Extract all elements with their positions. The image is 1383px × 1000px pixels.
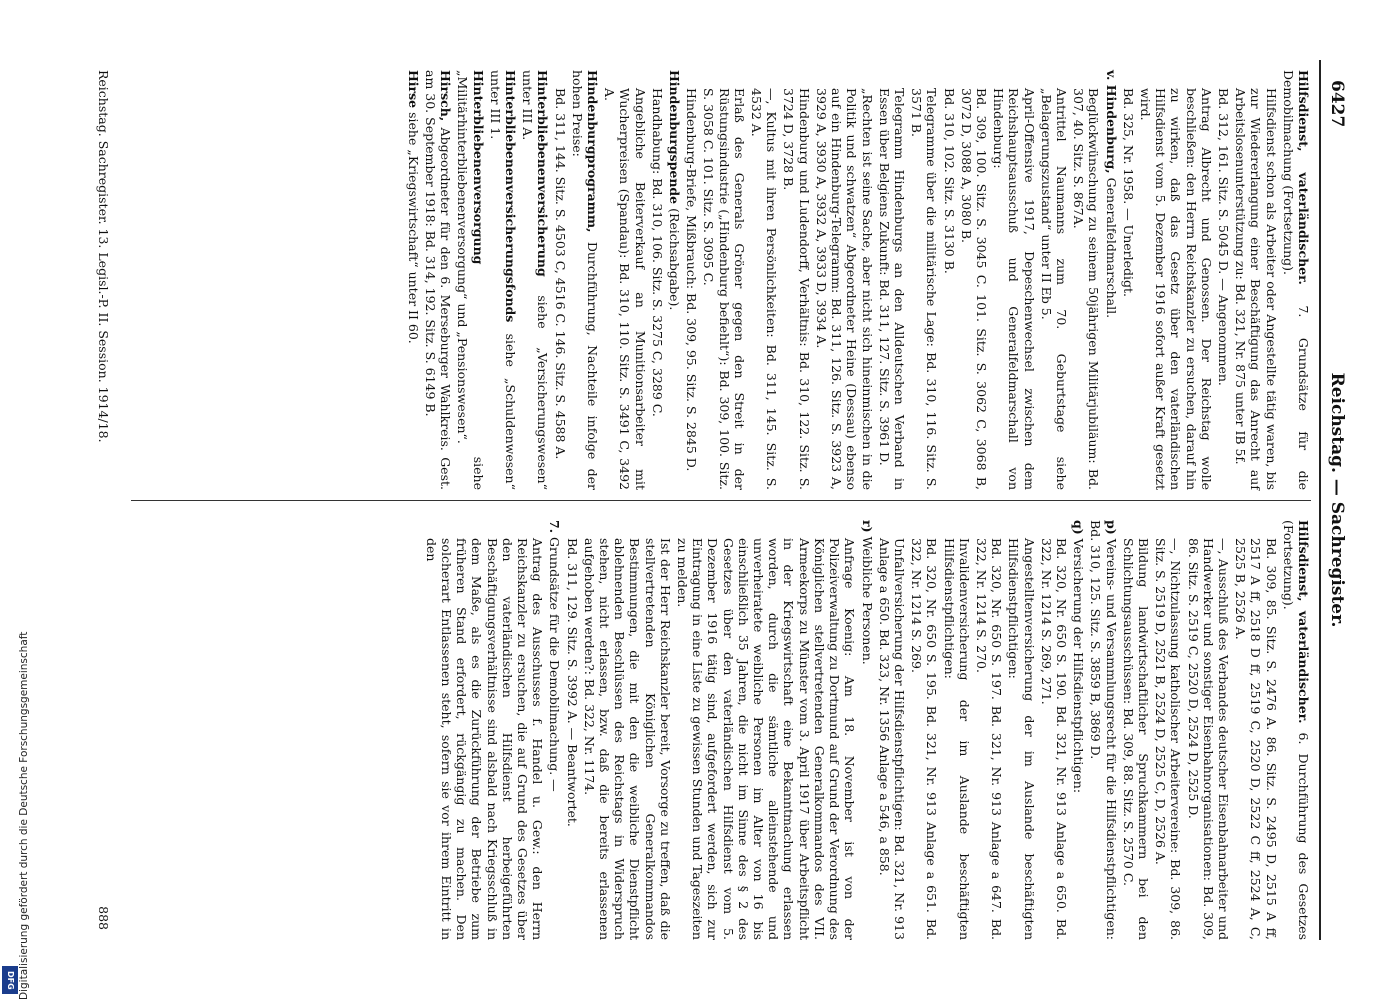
register-entry <box>909 520 939 940</box>
entry-text: Bildung landwirtschaftlicher Spruchkammern bei den Schlichtungsausschüssen: Bd. 309, 88. Sitz. S. 2570 C. <box>1120 538 1151 940</box>
entry-text: (Reichsabgabe). <box>667 208 683 311</box>
left-column <box>404 70 1311 490</box>
entry-text: Bd. 320, Nr. 650 S. 197. Bd. 321, Nr. 913 Anlage a 647. Bd. 322, Nr. 1214 S. 270. <box>973 538 1005 940</box>
entry-text: Bd. 311, 144. Sitz. S. 4503 C, 4516 C. 146. Sitz. S. 4588 A. <box>552 88 568 460</box>
register-entry <box>406 70 421 490</box>
entry-headword: Hinterbliebenenversicherung <box>535 70 551 277</box>
register-entry <box>602 70 648 490</box>
register-entry <box>1138 70 1214 490</box>
entry-text: Antrittel Naumanns zum 70. Geburtstage siehe „Belagerungszustand“ unter II Eb 5. <box>1038 88 1069 490</box>
register-entry <box>877 70 907 490</box>
register-entry <box>959 70 989 490</box>
entry-headword: Hilfsdienst, vaterländischer. <box>1296 70 1311 285</box>
entry-text: Angestelltenversicherung der im Auslande beschäftigten Hilfsdienstpflichtigen: <box>1006 538 1037 940</box>
entry-text: Unfallversicherung der Hilfsdienstpflichtigen: Bd. 321, Nr. 913 Anlage a 650. Bd. 323, Nr. 1356 Anlage a 546, a 858. <box>876 538 907 940</box>
dfg-logo: DFG <box>2 966 18 994</box>
footer-page-number: 888 <box>96 906 111 930</box>
entry-text: Telegramm Hindenburgs an den Alldeutschen Verband in Essen über Belgiens Zukunft: Bd. 311, 127. Sitz. S. 3961 D. <box>876 88 907 490</box>
running-title: Reichstag. — Sachregister. <box>1327 372 1347 628</box>
entry-text: Bd. 312, 161. Sitz. S. 5045 D. — Angenommen. <box>1215 88 1231 386</box>
register-entry <box>1103 70 1118 490</box>
entry-text: Bd. 309, 100. Sitz. S. 3045 C. 101. Sitz. S. 3062 C, 3068 B, 3072 D, 3088 A, 3080 B. <box>958 88 989 490</box>
entry-text: April-Offensive 1917, Depeschenwechsel zwischen dem Reichshauptsausschuß und Generalfeldmarschall von Hindenburg: <box>991 88 1037 490</box>
entry-headword: Hinterbliebenenversorgung <box>470 70 486 265</box>
column-divider <box>131 500 1311 501</box>
entry-headword: Hinterbliebenenversicherungsfonds <box>503 70 519 323</box>
header-rule <box>1319 60 1321 940</box>
entry-text: 7. Grundsätze für die Demobilmachung (Fortsetzung). <box>1280 70 1311 490</box>
entry-text: Ist der Herr Reichskanzler bereit, Vorsorge zu treffen, daß die stellvertretenden Königlichen Generalkommandos Bestimmungen, die mit den die weibliche Dienstpflicht ablehnenden Beschlüssen des Reichstags in Widerspruch stehen, nicht erlassen, bzw. daß die bereits erlassenen aufgehoben werden?: Bd. 322, Nr. 1174. <box>581 538 673 940</box>
register-entry <box>488 70 518 490</box>
register-entry <box>582 520 673 940</box>
entry-headword: Hirsch, <box>438 70 454 122</box>
register-entry <box>570 70 600 490</box>
entry-text: Invalidenversicherung der im Auslande beschäftigten Hilfsdienstpflichtigen: <box>941 538 972 940</box>
register-entry <box>520 70 550 490</box>
entry-text: „Rechten ist seine Sache, aber nicht sich hineinmischen in die Politik und schwatzen“ Abgeordneter Heine (Dessau) ebenso auf ein Hindenburg-Telegramm: Bd. 311, 126. Sitz. S. 3923 A, 3929 A, 3930 A, 3932 A, 3933 D, 3934 A. <box>813 88 875 490</box>
entry-text: siehe „Kriegswirtschaft“ unter II 60. <box>405 112 421 344</box>
entry-text: Bd. 325, Nr. 1958. — Unerledigt. <box>1120 88 1136 298</box>
register-entry <box>701 70 747 490</box>
register-entry <box>455 70 485 490</box>
register-entry <box>684 70 699 490</box>
entry-text: Versicherung der Hilfsdienstpflichtigen: <box>1071 538 1087 794</box>
entry-text: —, Kultus mit ihren Persönlichkeiten: Bd. 311, 145. Sitz. S. 4532 A. <box>749 88 780 490</box>
entry-text: Antrag des Ausschusses f. Handel u. Gew.: den Herrn Reichskanzler zu ersuchen, die auf Grund des Gesetzes über den vaterländischen Hilfsdienst herbeigeführten Beschäftigungsverhältnisse sind alsbald nach Kriegsschluß in dem Maße, als es die Zurückführung der Betriebe zum früheren Stand erfordert, rückgängig zu machen. Den solcherart Entlassenen steht, sofern sie vor ihrem Eintritt in den <box>423 538 546 940</box>
entry-text: Beglückwünschung zu seinem 50jährigen Militärjubiläum: Bd. 307, 40. Sitz. S. 867A. <box>1071 88 1102 490</box>
register-entry <box>1185 520 1231 940</box>
register-entry <box>909 70 939 490</box>
entry-headword: Hindenburgspende <box>667 70 683 205</box>
register-entry <box>877 520 907 940</box>
register-entry <box>781 70 811 490</box>
register-entry <box>941 70 956 490</box>
entry-text: Handhabung: Bd. 310, 106. Sitz. S. 3275 C, 3289 C. <box>649 88 665 417</box>
entry-text: Telegramme über die militärische Lage: Bd. 310, 116. Sitz. S. 3571 B. <box>909 88 940 490</box>
register-entry <box>1071 70 1101 490</box>
entry-text: Bd. 320, Nr. 650 S. 195. Bd. 321, Nr. 913 Anlage a 651. Bd. 322, Nr. 1214 S. 269. <box>909 538 940 940</box>
entry-headword: 7. <box>547 520 563 534</box>
register-entry <box>1281 70 1311 490</box>
entry-headword: Hindenburgprogramm, <box>585 70 601 233</box>
entry-text: Bd. 311, 129. Sitz. S. 3992 A. — Beantwortet. <box>564 538 580 827</box>
entry-headword: v. Hindenburg, <box>1103 70 1119 174</box>
register-entry <box>1121 520 1151 940</box>
entry-text: Bd. 309, 85. Sitz. S. 2476 A. 86. Sitz. S. 2495 D, 2515 A ff, 2517 A ff, 2518 D ff, 2519 C, 2520 D, 2522 C ff, 2524 A, C, 2525 B, 2526 A. <box>1233 538 1279 940</box>
register-entry <box>1088 520 1118 940</box>
right-column <box>422 520 1311 940</box>
entry-text: Angebliche Beiterverkauf an Munitionsarbeiter mit Wucherpreisen (Spandau): Bd. 310, 110. Sitz. S. 3491 C, 3492 A. <box>602 88 648 490</box>
register-entry <box>547 520 562 940</box>
digitization-sidebar <box>0 0 30 1000</box>
register-entry <box>1039 520 1069 940</box>
entry-text: —, Ausschluß des Verbandes deutscher Eisenbahnarbeiter und Handwerker und sonstiger Eisenbahnorganisationen: Bd. 309, 86. Sitz. S. 2519 C, 2520 D, 2524 D, 2525 D. <box>1185 538 1231 940</box>
register-entry <box>675 520 857 940</box>
entry-text: Hindenburg und Ludendorff, Verhältnis: Bd. 310, 122. Sitz. S. 3724 D, 3728 B. <box>781 88 812 490</box>
register-entry <box>650 70 665 490</box>
register-entry <box>1216 70 1231 490</box>
register-entry <box>1153 520 1183 940</box>
digitization-credit: Digitalisierung gefördert durch die Deutsche Forschungsgemeinschaft <box>18 631 30 1000</box>
entry-text: —, Nichtzulassung katholischer Arbeitervereine: Bd. 309, 86. Sitz. S. 2519 D, 2521 B, 2524 D, 2525 C, D, 2526 A. <box>1153 538 1184 940</box>
entry-headword: Hirse <box>405 70 421 109</box>
entry-text: Hilfsdienst schon als Arbeiter oder Angestellte tätig waren, bis zur Wiedererlangung einer Beschäftigung das Anrecht auf Arbeitslosenunterstützung zu: Bd. 321, Nr. 875 unter IB 5f. <box>1233 88 1279 490</box>
register-entry <box>749 70 779 490</box>
register-entry <box>667 70 682 490</box>
register-entry <box>814 70 875 490</box>
page-number: 6427 <box>1327 80 1347 128</box>
entry-text: Vereins- und Versammlungsrecht für die Hilfsdienstpflichtigen: Bd. 310, 125. Sitz. S. 3859 B, 3869 D. <box>1088 520 1119 940</box>
footer-citation: Reichstag. Sachregister. 13. Legisl.-P. II. Session. 1914/18. <box>96 70 111 443</box>
entry-text: Durchführung, Nachteile infolge der hohen Preise: <box>569 70 601 490</box>
entry-text: Bd. 310, 102. Sitz. S. 3130 B. <box>941 88 957 274</box>
entry-headword: q) <box>1071 520 1087 535</box>
register-entry <box>859 520 874 940</box>
register-entry <box>424 520 546 940</box>
register-entry <box>974 520 1004 940</box>
register-entry <box>1233 520 1279 940</box>
register-entry <box>1039 70 1069 490</box>
register-entry <box>423 70 453 490</box>
register-entry <box>1121 70 1136 490</box>
register-entry <box>1233 70 1279 490</box>
entry-text: siehe „Versicherungswesen“ unter III A. <box>520 70 551 490</box>
entry-text: siehe „Schuldenwesen“ unter III 1. <box>487 70 519 490</box>
entry-text: Hindenburg-Briefe, Mißbrauch: Bd. 309, 95. Sitz. S. 2845 D. <box>684 88 700 472</box>
register-entry <box>1071 520 1086 940</box>
register-entry <box>1006 520 1036 940</box>
entry-text: Bd. 320, Nr. 650 S. 190. Bd. 321, Nr. 913 Anlage a 650. Bd. 322, Nr. 1214 S. 269, 271. <box>1038 538 1069 940</box>
entry-text: Generalfeldmarschall. <box>1103 177 1119 319</box>
register-entry <box>1281 520 1311 940</box>
entry-text: Weibliche Personen. <box>859 536 875 665</box>
entry-headword: Hilfsdienst, vaterländischer. <box>1296 520 1311 724</box>
entry-headword: r) <box>859 520 875 533</box>
register-entry <box>991 70 1037 490</box>
entry-text: Antrag Albrecht und Genossen. Der Reichstag wolle beschließen: den Herrn Reichskanzler zu ersuchen, darauf hin zu wirken, daß das Gesetz über den vaterländischen Hilfsdienst vom 5. Dezember 1916 sofort außer Kraft gesetzt wird. <box>1137 88 1214 490</box>
entry-text: Grundsätze für die Demobilmachung. — <box>547 537 563 792</box>
entry-text: Abgeordneter für den 6. Merseburger Wahlkreis. Gest. am 30. September 1918: Bd. 314, 192. Sitz. S. 6149 B. <box>423 70 454 490</box>
register-entry <box>552 70 567 490</box>
entry-headword: p) <box>1103 520 1119 535</box>
entry-text: Erlaß des Generals Gröner gegen den Streit in der Rüstungsindustrie („Hindenburg befiehlt“): Bd. 309, 100. Sitz. S. 3058 C. 101. Sitz. S. 3095 C. <box>701 88 747 490</box>
page-header <box>1319 40 1347 960</box>
entry-text: Anfrage Koenig: Am 18. November ist von der Polizeiverwaltung zu Dortmund auf Grund der Verordnung des Königlichen stellvertretenden Generalkommandos des VII. Armeekorps zu Münster vom 3. April 1917 über Arbeitspflicht in der Kriegswirtschaft eine Bekanntmachung erlassen worden, durch die sämtliche alleinstehende und unverheiratete weibliche Personen im Alter von 16 bis einschließlich 35 Jahren, die nicht im Sinne des § 2 des Gesetzes über den vaterländischen Hilfsdienst vom 5. Dezember 1916 tätig sind, aufgefordert werden, sich zur Eintragung in eine Liste zu gewissen Stunden und Tageszeiten zu melden. <box>675 538 858 940</box>
register-entry <box>941 520 971 940</box>
entry-text: siehe „Militärhinterbliebenenversorgung“ und „Pensionswesen“. <box>455 70 486 490</box>
entry-text: 6. Durchführung des Gesetzes (Fortsetzung). <box>1280 520 1311 940</box>
register-entry <box>564 520 579 940</box>
